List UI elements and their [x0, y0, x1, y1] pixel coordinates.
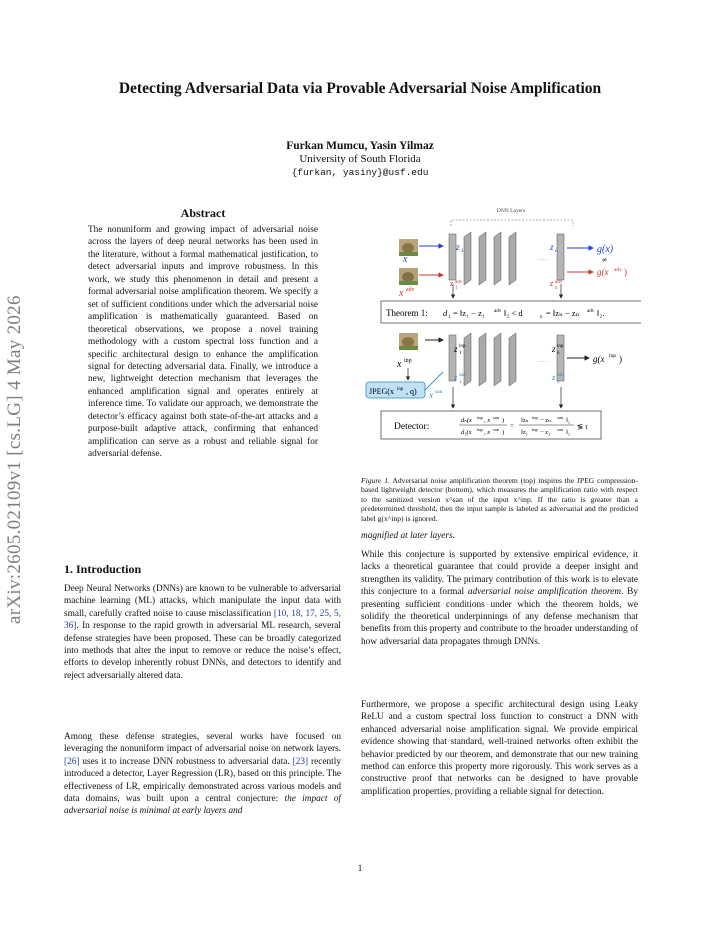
svg-text:x: x	[397, 359, 402, 370]
paper-title: Detecting Adversarial Data via Provable Adversarial Noise Amplification	[118, 80, 602, 97]
svg-text:x: x	[429, 390, 433, 400]
svg-text:z: z	[550, 279, 554, 288]
svg-text:=: =	[510, 422, 514, 430]
svg-text:adv: adv	[406, 287, 415, 293]
svg-text:≠: ≠	[602, 255, 607, 265]
svg-text:d: d	[443, 308, 448, 318]
svg-text:san: san	[557, 373, 564, 378]
svg-text:inp: inp	[532, 415, 538, 420]
svg-text:inp: inp	[532, 427, 538, 432]
dnn-layers-top	[449, 232, 564, 285]
svg-text:‖zₙ: ‖zₙ	[521, 417, 529, 424]
svg-text:− zₙ: − zₙ	[540, 417, 551, 424]
input-image	[399, 333, 418, 350]
svg-text:1: 1	[448, 315, 451, 320]
magnified-continuation: magnified at later layers.	[361, 531, 455, 541]
intro-paragraph-2: Among these defense strategies, several works have focused on leveraging the nonuniform impact of adversarial noise on network layers. [26] uses it to increase DNN robustness to adversarial data. [23] recently introduced a detector, Layer Regression (LR), based on this principle. The effectiveness of LR, empirically demonstrated across various models and data domains, was built upon a central conjecture: the impact of adversarial noise is minimal at early layers and	[64, 732, 342, 817]
svg-text:adv: adv	[614, 267, 622, 273]
svg-text:adv: adv	[587, 309, 595, 314]
svg-text:adv: adv	[494, 309, 502, 314]
svg-text:........: ........	[537, 359, 547, 364]
dnn-layers-label: DNN Layers	[496, 208, 526, 214]
svg-text:z: z	[552, 373, 556, 382]
svg-text:g(x: g(x	[597, 267, 609, 277]
svg-text:inp: inp	[404, 358, 412, 364]
svg-text:‖₂: ‖₂	[566, 417, 571, 424]
theorem-label: Theorem 1:	[386, 308, 428, 318]
authors: Furkan Mumcu, Yasin Yilmaz	[286, 140, 434, 152]
dnn-layers-bottom	[449, 333, 564, 386]
citation-link[interactable]: [23]	[292, 756, 309, 767]
svg-text:z: z	[456, 242, 460, 252]
arxiv-identifier: arXiv:2605.02109v1 [cs.LG] 4 May 2026	[4, 295, 25, 625]
intro-paragraph-1: Deep Neural Networks (DNNs) are known to be vulnerable to adversarial machine learning (ML) attacks, which manipulate the input data with small, carefully crafted noise to cause misclassification [10, 18, 17, 25, 5, 36]. In response to the rapid growth in adversarial ML research, several defense strategies have been proposed. These can be broadly categorized into methods that alter the input to remove or reduce the noise’s effect, efforts to develop inherently robust DNNs, and detectors to identify and reject adversarially altered data.	[64, 584, 341, 681]
svg-text:........: ........	[537, 257, 547, 262]
abstract-heading: Abstract	[180, 206, 226, 220]
svg-text:san: san	[459, 373, 466, 378]
email: {furkan, yasiny}@usf.edu	[291, 167, 429, 178]
intro-paragraph-4: Furthermore, we propose a specific architectural design using Leaky ReLU and a custom spectral loss function to construct a DNN with enhanced adversarial noise amplification signal. We provide empirical evidence showing that standard, well-trained networks often exhibit the behavior predicted by our theorem, and demonstrate that our new training method can enforce this property more rigorously. This work serves as a constructive proof that networks can be designed to have provable amplification properties, providing a reliable signal for detection.	[361, 700, 638, 797]
svg-text:n: n	[540, 315, 543, 320]
svg-text:1: 1	[459, 380, 462, 385]
svg-text:‖₂: ‖₂	[566, 429, 571, 436]
svg-text:z: z	[450, 279, 454, 288]
figure-1	[361, 200, 641, 470]
svg-text:d₁(x: d₁(x	[461, 429, 472, 436]
svg-text:n: n	[557, 351, 560, 356]
svg-text:inp: inp	[397, 387, 404, 392]
svg-text:− z₁: − z₁	[540, 429, 551, 436]
svg-text:san: san	[557, 415, 563, 420]
svg-text:= ‖z₁ − z₁: = ‖z₁ − z₁	[453, 308, 485, 318]
svg-text:z: z	[454, 344, 458, 354]
svg-text:san: san	[557, 427, 563, 432]
svg-text:, q): , q)	[406, 387, 417, 396]
citation-link[interactable]: [26]	[64, 756, 80, 767]
svg-text:inp: inp	[477, 415, 483, 420]
figure-caption: Figure 1. Adversarial noise amplification theorem (top) inspires the JPEG compression-based lightweight detector (bottom), which measures the amplification ratio with respect to the sanitized version x^san of the input x^inp. If the ratio is greater than a predetermined threshold, then the input sample is labeled as adversarial and the predicted label g(x^inp) is ignored.	[361, 476, 639, 523]
page-number: 1	[357, 864, 363, 874]
affiliation: University of South Florida	[299, 153, 421, 165]
svg-text:z: z	[552, 344, 556, 354]
svg-text:san: san	[493, 427, 499, 432]
svg-text:inp: inp	[557, 344, 564, 349]
section-heading-introduction: 1. Introduction	[64, 562, 142, 576]
svg-text:‖₂.: ‖₂.	[597, 308, 605, 318]
svg-text:1: 1	[455, 286, 458, 291]
svg-text:): )	[502, 417, 505, 424]
svg-text:x: x	[403, 254, 408, 265]
svg-text:, x: , x	[484, 417, 491, 424]
svg-text:san: san	[493, 415, 499, 420]
svg-text:): )	[502, 429, 505, 436]
clean-image	[399, 239, 418, 256]
svg-text:n: n	[555, 248, 558, 254]
svg-text:g(x): g(x)	[597, 244, 614, 255]
svg-text:inp: inp	[609, 353, 617, 359]
svg-text:x: x	[399, 288, 404, 299]
svg-text:g(x: g(x	[593, 354, 605, 364]
svg-text:): )	[619, 354, 622, 364]
svg-text:, x: , x	[484, 429, 491, 436]
svg-text:inp: inp	[459, 344, 466, 349]
svg-text:): )	[624, 267, 627, 277]
svg-text:1: 1	[461, 248, 464, 254]
svg-text:z: z	[550, 242, 554, 252]
citation-link[interactable]: [10, 18, 17, 25, 5, 36]	[64, 608, 341, 632]
svg-text:≶ τ: ≶ τ	[577, 422, 589, 431]
svg-text:‖z₁: ‖z₁	[521, 429, 528, 436]
svg-text:san: san	[435, 389, 443, 395]
svg-text:n: n	[557, 380, 560, 385]
abstract-text: The nonuniform and growing impact of adversarial noise across the layers of deep neural networks has been used in the literature, without a formal mathematical justification, to detect adversarial inputs and improve robustness. In this work, we study this phenomenon in detail and present a formal adversarial noise amplification theorem. We specify a set of sufficient conditions under which the adversarial noise amplification is mathematically guaranteed. Based on theoretical observations, we propose a novel training methodology with a custom spectral loss function and a specific architectural design to enhance the amplification signal for detecting adversarial data. Finally, we introduce a new, lightweight detection mechanism that leverages the enhanced amplification signal and operates entirely at inference time. To validate our approach, we demonstrate the detector’s efficacy against both state-of-the-art attacks and a purpose-built adaptive attack, confirming that enhanced amplification can serve as a robust and reliable signal for adversarial defense.	[88, 225, 318, 460]
detector-label: Detector:	[394, 422, 430, 432]
intro-paragraph-3: While this conjecture is supported by extensive empirical evidence, it lacks a theoretical guarantee that could provide a deeper insight and strengthen its validity. The primary contribution of this work is to elevate this conjecture to a formal adversarial noise amplification theorem. By presenting sufficient conditions under which the theorem holds, we solidify the theoretical underpinnings of any defense mechanism that benefits from this property and contribute to the broader understanding of how adversarial data propagates through DNNs.	[361, 550, 639, 647]
svg-text:inp: inp	[477, 427, 483, 432]
svg-text:= ‖zₙ − zₙ: = ‖zₙ − zₙ	[546, 308, 580, 318]
svg-text:z: z	[454, 373, 458, 382]
svg-text:dₙ(x: dₙ(x	[461, 417, 472, 424]
svg-text:1: 1	[459, 351, 462, 356]
svg-text:JPEG(x: JPEG(x	[369, 387, 394, 396]
svg-text:adv: adv	[455, 280, 463, 285]
dnn-layers-bracket	[451, 220, 573, 226]
svg-text:adv: adv	[555, 280, 563, 285]
svg-text:‖₂ < d: ‖₂ < d	[504, 308, 523, 318]
svg-text:n: n	[555, 286, 558, 291]
adversarial-image	[399, 268, 418, 285]
